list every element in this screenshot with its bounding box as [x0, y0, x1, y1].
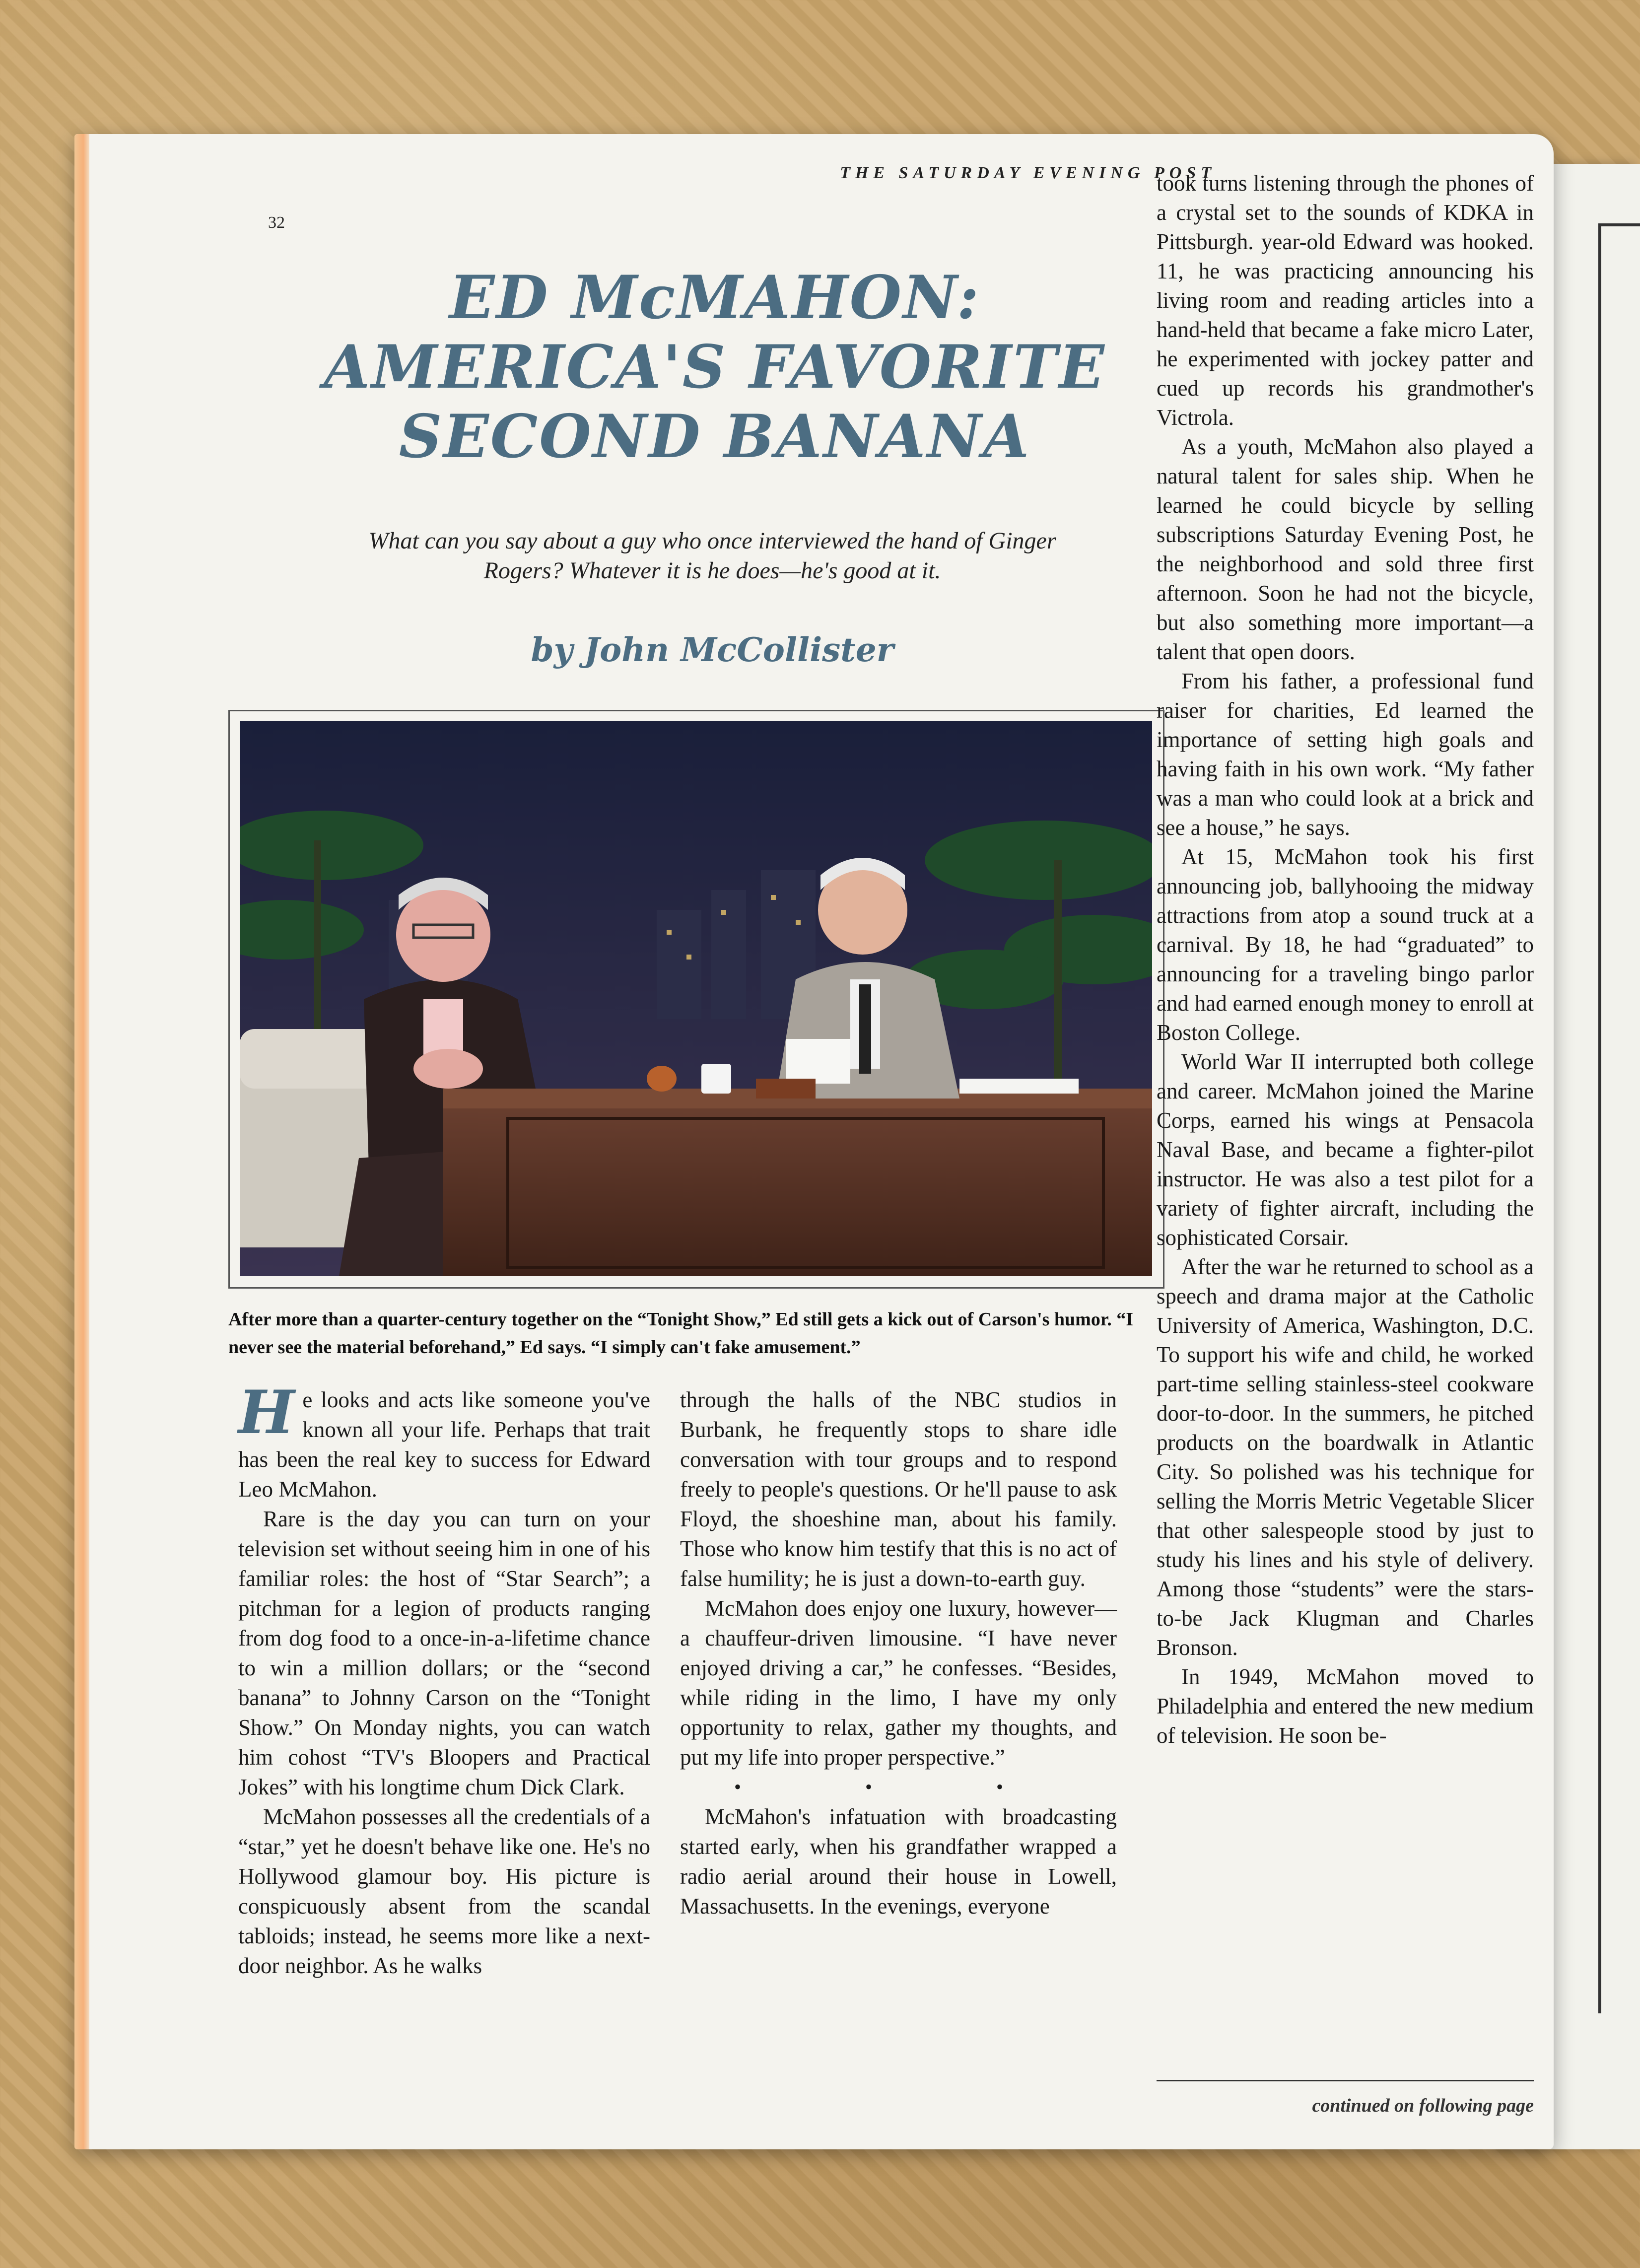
paragraph: McMahon does enjoy one luxury, however—a chauffeur-driven limousine. “I have never enjoyed driving a car,” he confesses. “Besides, while riding in the limo, I have my only opportunity to relax, gather my thoughts, and put my life into proper perspective.”: [680, 1596, 1117, 1770]
byline: by John McCollister: [531, 630, 894, 669]
body-column-2: [680, 1385, 1117, 1921]
photo-frame: [228, 710, 1164, 1289]
paragraph: After the war he returned to school as a speech and drama major at the Catholic University of America, Washington, D.C. To support his wife and child, he worked part-time selling stainless-steel cookware door-to-door. In the summers, he pitched products on the boardwalk in Atlantic City. So polished was his technique for selling the Morris Metric Vegetable Slicer that other salespeople stood by just to study his lines and his style of delivery. Among those “students” were the stars-to-be Jack Klugman and Charles Bronson.: [1157, 1254, 1534, 1660]
tonight-show-photo: [240, 721, 1152, 1276]
paragraph: In 1949, McMahon moved to Philadelphia and entered the new medium of television. He soon be-: [1157, 1664, 1534, 1748]
running-head: THE SATURDAY EVENING POST: [840, 164, 1216, 182]
paragraph: World War II interrupted both college and career. McMahon joined the Marine Corps, earned his wings at Pensacola Naval Base, and became a fighter-pilot instructor. He was also a test pilot for a variety of fighter aircraft, including the sophisticated Corsair.: [1157, 1049, 1534, 1250]
paragraph: As a youth, McMahon also played a natural talent for sales ship. When he learned he could bicycle by selling subscriptions Saturday Evening Post, he the neighborhood and sold three first afternoon. Soon he had not the bicycle, but also something more important—a talent that open doors.: [1157, 434, 1534, 664]
magazine-page: [74, 134, 1554, 2149]
article-dek: What can you say about a guy who once interviewed the hand of Ginger Rogers? Whatever it is he does—he's good at it.: [368, 528, 1056, 584]
title-line: AMERICA'S FAVORITE: [324, 332, 1106, 402]
title-line: ED McMAHON:: [449, 263, 980, 333]
photo-caption: After more than a quarter-century together on the “Tonight Show,” Ed still gets a kick out of Carson's humor. “I never see the material beforehand,” Ed says. “I simply can't fake amusement.”: [228, 1309, 1133, 1358]
footer-rule: [1157, 2080, 1534, 2081]
paragraph: From his father, a professional fund raiser for charities, Ed learned the importance of setting high goals and having faith in his own work. “My father was a man who could look at a brick and see a house,” he says.: [1157, 669, 1534, 840]
continued-note: continued on following page: [1312, 2095, 1534, 2116]
page-edge-stripe: [74, 134, 89, 2149]
paragraph-text: e looks and acts like someone you've known all your life. Perhaps that trait has been the real key to success for Edward Leo McMahon.: [238, 1387, 650, 1502]
body-column-1: [238, 1377, 650, 1981]
article-title: [243, 263, 1186, 472]
facing-page-frame: [1598, 223, 1640, 2013]
paragraph: McMahon possesses all the credentials of a “star,” yet he doesn't behave like one. He's no Hollywood glamour boy. His picture is conspicuously absent from the scandal tabloids; instead, he seems more like a next-door neighbor. As he walks: [238, 1804, 650, 1978]
drop-cap: H: [238, 1377, 295, 1447]
section-break: • • •: [734, 1776, 1063, 1798]
body-column-3: [1157, 169, 1534, 1750]
paragraph: At 15, McMahon took his first announcing job, ballyhooing the midway attractions from atop a sound truck at a carnival. By 18, he had “graduated” to announcing for a traveling bingo parlor and had earned enough money to enroll at Boston College.: [1157, 844, 1534, 1045]
paragraph: through the halls of the NBC studios in Burbank, he frequently stops to share idle conversation with tour groups and to respond freely to people's questions. Or he'll pause to ask Floyd, the shoeshine man, about his family. Those who know him testify that this is no act of false humility; he is just a down-to-earth guy.: [680, 1387, 1117, 1591]
title-line: SECOND BANANA: [399, 402, 1031, 472]
page-number: 32: [268, 213, 285, 232]
paragraph: Rare is the day you can turn on your television set without seeing him in one of his familiar roles: the host of “Star Search”; a pitchman for a legion of products ranging from dog food to a once-in-a-lifetime chance to win a million dollars; or the “second banana” to Johnny Carson on the “Tonight Show.” On Monday nights, you can watch him cohost “TV's Bloopers and Practical Jokes” with his longtime chum Dick Clark.: [238, 1507, 650, 1799]
paragraph: McMahon's infatuation with broadcasting started early, when his grandfather wrapped a radio aerial around their house in Lowell, Massachusetts. In the evenings, everyone: [680, 1804, 1117, 1919]
paragraph: took turns listening through the phones of a crystal set to the sounds of KDKA in Pittsburgh. year-old Edward was hooked. 11, he was practicing announcing his living room and reading articles into a hand-held that became a fake micro Later, he experimented with jockey patter and cued up records his grandmother's Victrola.: [1157, 171, 1534, 430]
paragraph: [238, 1377, 650, 1504]
